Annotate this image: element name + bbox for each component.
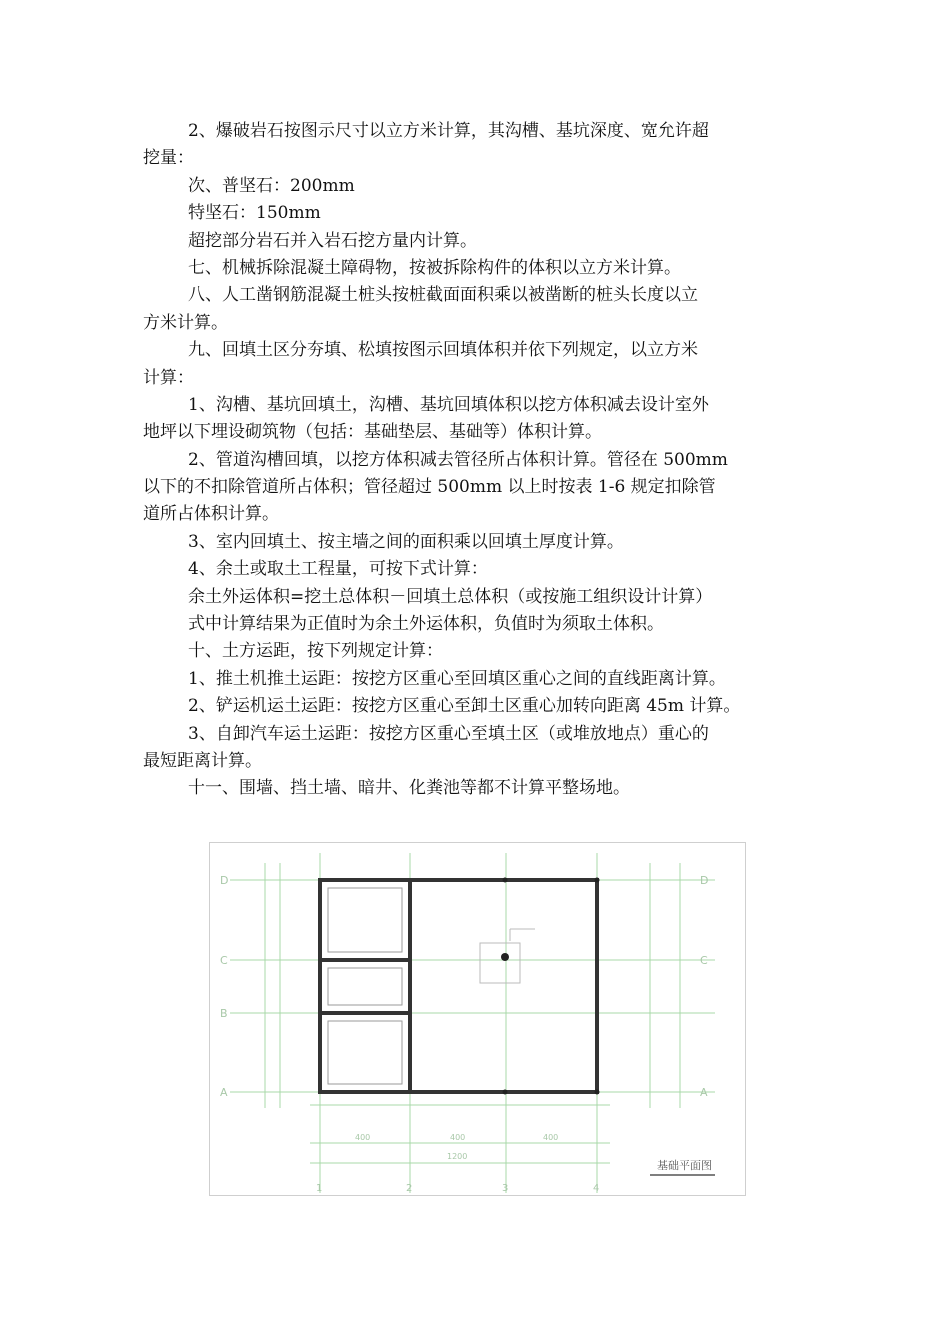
text-line: 2、爆破岩石按图示尺寸以立方米计算，其沟槽、基坑深度、宽允许超 [188, 121, 709, 141]
text-line: 十、土方运距，按下列规定计算： [188, 641, 443, 662]
dimension-label: 400 [355, 1133, 371, 1142]
column-points [501, 878, 600, 1095]
text-line: 式中计算结果为正值时为余土外运体积，负值时为须取土体积。 [188, 614, 664, 635]
document-body [143, 118, 807, 803]
text-line: 特坚石：150mm [188, 203, 321, 224]
text-line: 九、回填土区分夯填、松填按图示回填体积并依下列规定，以立方米 [188, 340, 698, 361]
row-axis-label-right: D [700, 874, 709, 887]
text-line: 地坪以下埋设砌筑物（包括：基础垫层、基础等）体积计算。 [143, 422, 602, 443]
row-axis-label-right: A [700, 1086, 708, 1099]
col-axis-label: 3 [502, 1183, 509, 1194]
text-line: 方米计算。 [143, 312, 228, 333]
foundation-walls [320, 880, 597, 1092]
text-line: 3、自卸汽车运土运距：按挖方区重心至填土区（或堆放地点）重心的 [188, 723, 709, 744]
text-line: 2、铲运机运土运距：按挖方区重心至卸土区重心加转向距离 45m 计算。 [188, 696, 741, 717]
text-line: 计算： [143, 367, 194, 388]
text-line: 最短距离计算。 [143, 750, 262, 771]
foundation-plan-figure [209, 842, 746, 1196]
text-line: 次、普坚石：200mm [188, 175, 355, 196]
dimension-label: 400 [450, 1133, 466, 1142]
row-axis-label: A [220, 1086, 228, 1099]
figure-title: 基础平面图 [657, 1159, 712, 1172]
text-line: 道所占体积计算。 [143, 504, 279, 525]
text-line: 超挖部分岩石并入岩石挖方量内计算。 [188, 230, 477, 251]
text-line: 4、余土或取土工程量，可按下式计算： [188, 559, 488, 580]
col-axis-label: 4 [593, 1183, 600, 1194]
text-line: 七、机械拆除混凝土障碍物，按被拆除构件的体积以立方米计算。 [188, 257, 681, 278]
row-axis-label-right: C [700, 954, 708, 967]
text-line: 八、人工凿钢筋混凝土桩头按桩截面面积乘以被凿断的桩头长度以立 [188, 285, 698, 306]
text-line: 以下的不扣除管道所占体积；管径超过 500mm 以上时按表 1-6 规定扣除管 [143, 477, 716, 498]
col-axis-label: 2 [406, 1183, 413, 1194]
row-axis-label: B [220, 1007, 228, 1020]
text-line: 余土外运体积=挖土总体积－回填土总体积（或按施工组织设计计算） [188, 586, 713, 607]
text-line: 1、沟槽、基坑回填土，沟槽、基坑回填体积以挖方体积减去设计室外 [188, 394, 709, 415]
row-axis-label: C [220, 954, 228, 967]
row-axis-label: D [220, 874, 229, 887]
total-dimension-label: 1200 [447, 1152, 468, 1161]
foundation-plan-drawing [210, 843, 746, 1196]
text-line: 2、管道沟槽回填，以挖方体积减去管径所占体积计算。管径在 500mm [188, 449, 728, 470]
text-line: 十一、围墙、挡土墙、暗井、化粪池等都不计算平整场地。 [188, 778, 630, 799]
col-axis-label: 1 [316, 1183, 323, 1194]
grid-lines [230, 853, 715, 1193]
text-line: 3、室内回填土、按主墙之间的面积乘以回填土厚度计算。 [188, 531, 624, 552]
text-line: 1、推土机推土运距：按挖方区重心至回填区重心之间的直线距离计算。 [188, 668, 726, 689]
text-line: 挖量： [143, 148, 194, 169]
dimension-label: 400 [543, 1133, 559, 1142]
